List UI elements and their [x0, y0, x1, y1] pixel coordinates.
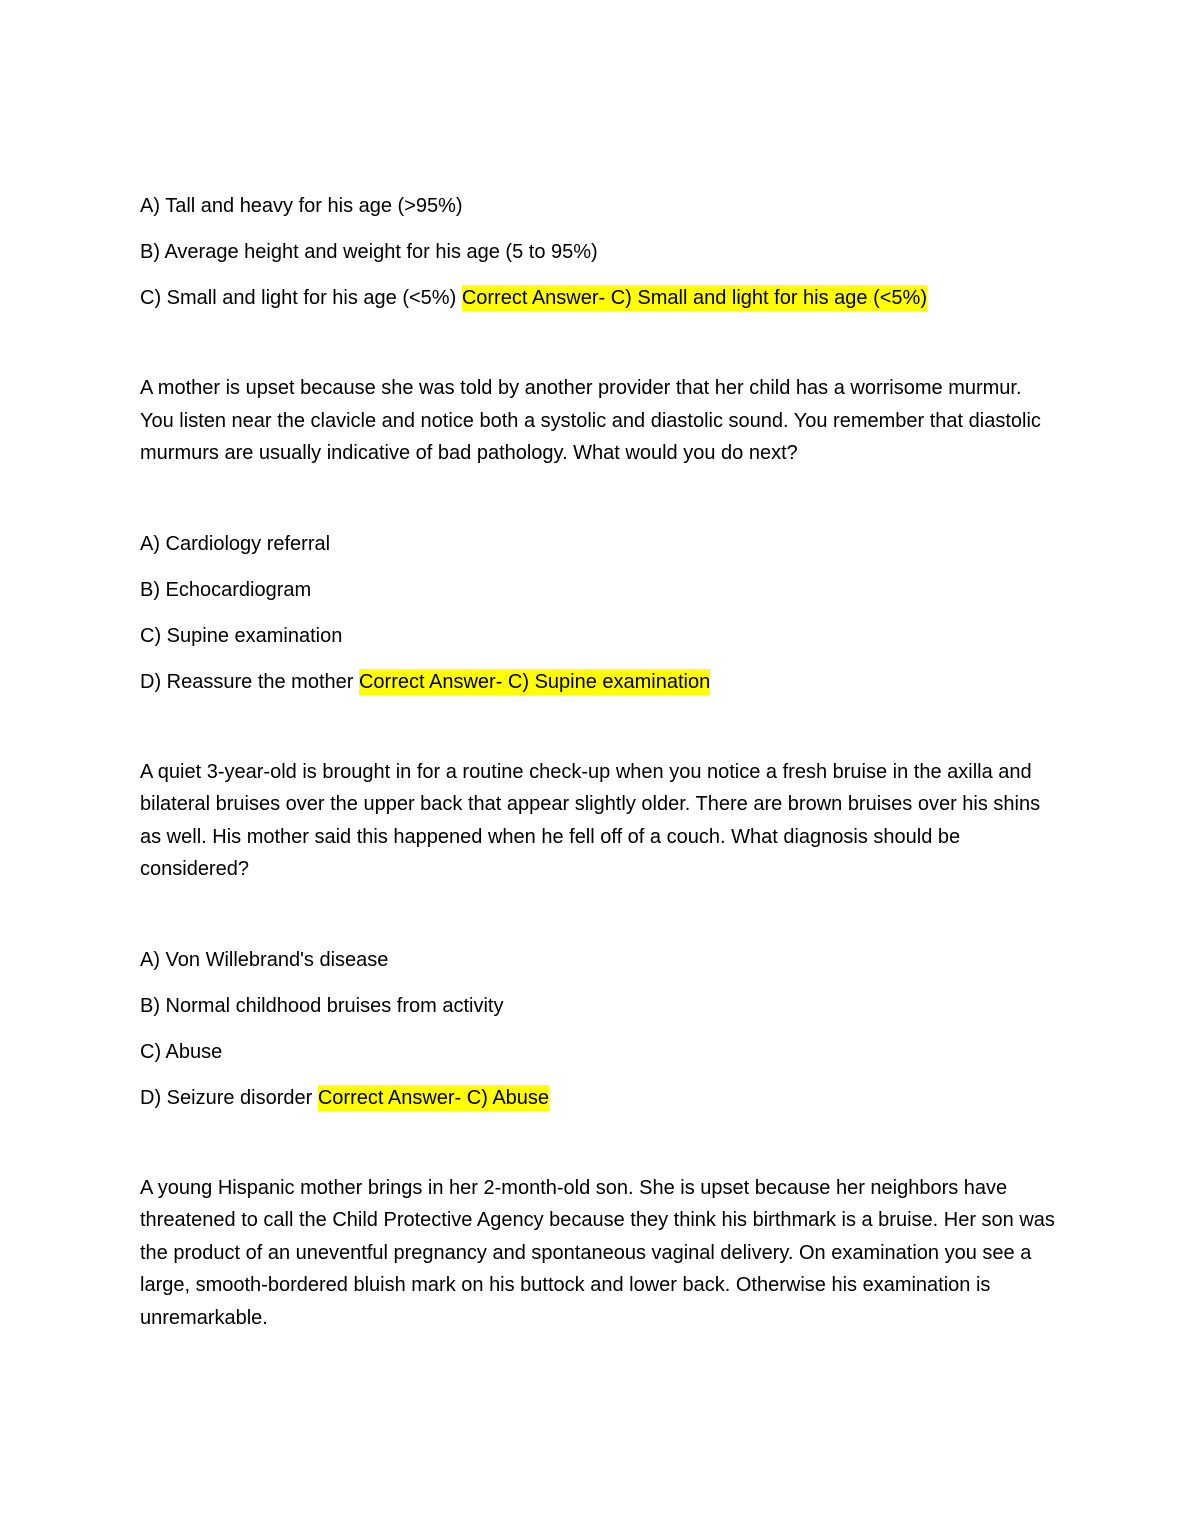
correct-answer-highlight: Correct Answer- C) Small and light for his age (<5%) — [461, 287, 927, 309]
text-segment: B) Echocardiogram — [140, 578, 312, 601]
text-segment: A quiet 3-year-old is brought in for a routine check-up when you notice a fresh bruise in the axilla and bilateral bruises over the upper back that appear slightly older. There are brown bruises over his shins as well. His mother said this happened when he fell off of a couch. What diagnosis should be considered? — [140, 760, 1041, 880]
answer-option-line — [140, 1082, 1055, 1114]
text-segment: C) Abuse — [140, 1040, 223, 1063]
text-segment: A) Von Willebrand's disease — [140, 948, 389, 971]
text-segment: C) Small and light for his age (<5%) — [140, 287, 462, 309]
question-paragraph — [140, 1172, 1055, 1335]
answer-option-line — [140, 282, 1055, 314]
question-paragraph — [140, 756, 1055, 886]
text-segment: A mother is upset because she was told by another provider that her child has a worrisome murmur. You listen near the clavicle and notice both a systolic and diastolic sound. You remember that diastolic murmurs are usually indicative of bad pathology. What would you do next? — [140, 377, 1041, 464]
answer-option-line — [140, 666, 1055, 698]
answer-option-line — [140, 620, 1055, 652]
answer-option-line — [140, 990, 1055, 1022]
answer-option-line — [140, 236, 1055, 268]
text-segment: C) Supine examination — [140, 624, 343, 647]
answer-option-line — [140, 574, 1055, 606]
text-segment: A) Cardiology referral — [140, 532, 331, 555]
answer-option-line — [140, 190, 1055, 222]
answer-option-line — [140, 1036, 1055, 1068]
text-segment: B) Average height and weight for his age (5 to 95%) — [140, 241, 598, 263]
question-paragraph — [140, 372, 1055, 470]
answer-option-line — [140, 528, 1055, 560]
text-segment: D) Reassure the mother — [140, 670, 359, 693]
text-segment: B) Normal childhood bruises from activity — [140, 994, 504, 1017]
document-content — [140, 190, 1055, 1334]
correct-answer-highlight: Correct Answer- C) Abuse — [317, 1086, 550, 1109]
text-segment: A) Tall and heavy for his age (>95%) — [140, 195, 463, 217]
text-segment: D) Seizure disorder — [140, 1086, 318, 1109]
correct-answer-highlight: Correct Answer- C) Supine examination — [358, 670, 711, 693]
answer-option-line — [140, 944, 1055, 976]
text-segment: A young Hispanic mother brings in her 2-month-old son. She is upset because her neighbors have threatened to call the Child Protective Agency because they think his birthmark is a bruise. Her son was the product of an uneventful pregnancy and spontaneous vaginal delivery. On examination you see a large, smooth-bordered bluish mark on his buttock and lower back. Otherwise his examination is unremarkable. — [140, 1176, 1055, 1329]
